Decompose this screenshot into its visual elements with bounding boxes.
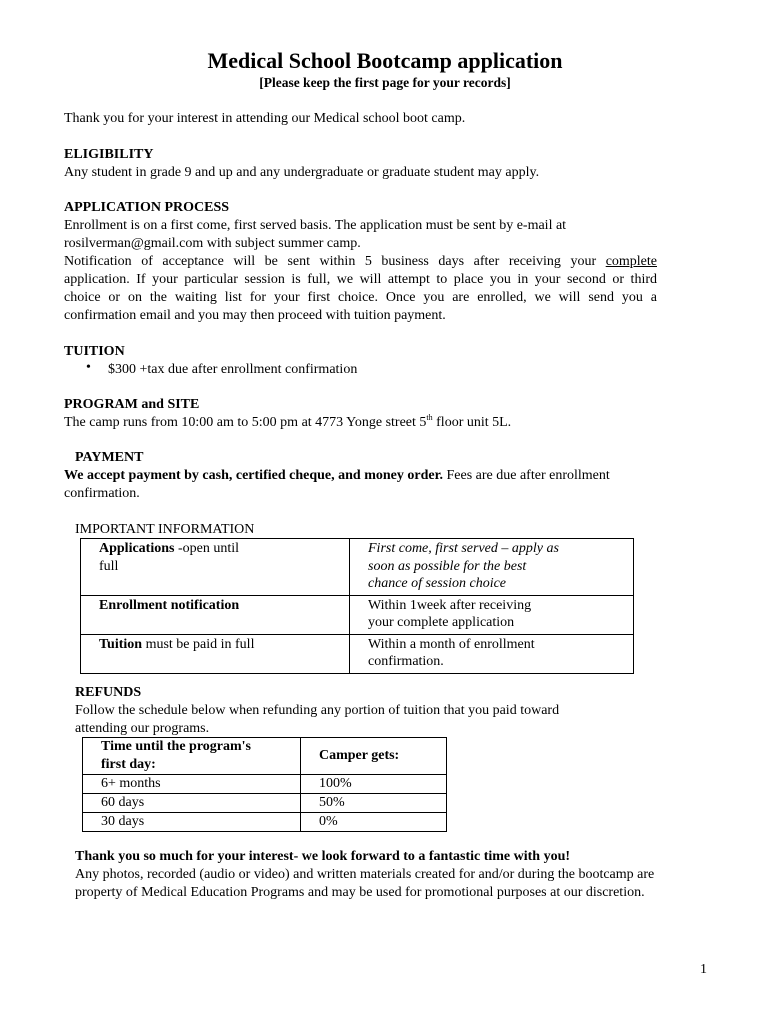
closing-line-1: Any photos, recorded (audio or video) and written materials created for and/or during the bootcamp are — [75, 867, 655, 882]
table-cell: 60 days — [83, 794, 301, 813]
table-header-cell: Camper gets: — [301, 738, 447, 775]
table-cell: 100% — [301, 775, 447, 794]
row-value: soon as possible for the best — [368, 558, 527, 574]
tuition-heading: TUITION — [64, 344, 125, 359]
payment-fees-note: Fees are due after enrollment — [443, 468, 610, 483]
application-process-heading: APPLICATION PROCESS — [64, 200, 230, 215]
column-header: first day: — [101, 757, 156, 772]
payment-text-line-2: confirmation. — [64, 486, 140, 501]
table-cell — [350, 595, 634, 634]
table-cell: 50% — [301, 794, 447, 813]
row-label-rest: must be paid in full — [142, 636, 255, 652]
table-row — [83, 794, 447, 813]
refunds-heading: REFUNDS — [75, 685, 142, 700]
table-cell: 0% — [301, 813, 447, 832]
tuition-item: $300 +tax due after enrollment confirmation — [108, 362, 358, 377]
intro-text: Thank you for your interest in attending our Medical school boot camp. — [64, 111, 466, 126]
table-cell — [81, 595, 350, 634]
row-label-rest-2: full — [99, 558, 119, 574]
payment-text — [64, 467, 610, 485]
table-cell — [81, 539, 350, 596]
row-label: Enrollment notification — [99, 597, 240, 613]
table-header-row — [83, 738, 447, 775]
page-number: 1 — [700, 962, 707, 977]
column-header: Time until the program's — [101, 739, 251, 754]
table-row — [81, 634, 634, 673]
refund-schedule-table — [82, 737, 447, 832]
row-value: Within a month of enrollment — [368, 636, 535, 652]
table-cell — [350, 539, 634, 596]
row-value: your complete application — [368, 615, 515, 630]
row-label-rest: -open until — [174, 541, 240, 556]
row-value: chance of session choice — [368, 576, 507, 591]
payment-methods: We accept payment by cash, certified cheque, and money order. — [64, 468, 443, 483]
table-cell — [350, 634, 634, 673]
program-text — [64, 414, 511, 432]
eligibility-heading: ELIGIBILITY — [64, 147, 154, 162]
notification-paragraph-line-a — [64, 253, 657, 271]
document-title: Medical School Bootcamp application — [207, 48, 563, 73]
payment-heading: PAYMENT — [75, 450, 144, 465]
row-value: confirmation. — [368, 654, 444, 669]
program-heading: PROGRAM and SITE — [64, 397, 200, 412]
row-label: Tuition — [99, 636, 143, 652]
application-process-line-1: Enrollment is on a first come, first served basis. The application must be sent by e-mail at — [64, 218, 567, 233]
table-cell: 30 days — [83, 813, 301, 832]
table-row — [81, 539, 634, 596]
row-label: Applications — [99, 541, 175, 556]
row-value: Within 1week after receiving — [368, 597, 532, 613]
table-cell — [81, 634, 350, 673]
complete-underlined-word: complete — [605, 254, 657, 269]
closing-line-2: property of Medical Education Programs and may be used for promotional purposes at our discretion. — [75, 885, 645, 900]
notification-paragraph-line-b: application. If your particular session is full, we will attempt to place you in your second or third — [64, 272, 657, 287]
application-process-line-2: rosilverman@gmail.com with subject summer camp. — [64, 236, 361, 251]
notification-text: Notification of acceptance will be sent within 5 business days after receiving your — [64, 254, 597, 269]
table-row — [81, 595, 634, 634]
program-text-end: floor unit 5L. — [432, 415, 512, 430]
important-information-table — [80, 538, 634, 674]
program-text-main: The camp runs from 10:00 am to 5:00 pm at 4773 Yonge street 5 — [64, 415, 427, 430]
table-header-cell — [83, 738, 301, 775]
refunds-text-line-2: attending our programs. — [75, 721, 210, 736]
notification-paragraph-line-c: choice or on the waiting list for your first choice. Once you are enrolled, we will send you a — [64, 290, 657, 305]
important-information-heading: IMPORTANT INFORMATION — [75, 522, 255, 537]
refunds-text-line-1: Follow the schedule below when refunding any portion of tuition that you paid toward — [75, 703, 560, 718]
tuition-bullet: • — [86, 360, 91, 375]
program-text-superscript: th — [426, 413, 433, 422]
table-row — [83, 813, 447, 832]
eligibility-text: Any student in grade 9 and up and any undergraduate or graduate student may apply. — [64, 165, 540, 180]
table-row — [83, 775, 447, 794]
notification-paragraph-line-d: confirmation email and you may then proceed with tuition payment. — [64, 308, 446, 323]
document-subtitle: [Please keep the first page for your records] — [259, 75, 511, 90]
row-value: First come, first served – apply as — [368, 541, 559, 556]
table-cell: 6+ months — [83, 775, 301, 794]
closing-thanks: Thank you so much for your interest- we look forward to a fantastic time with you! — [75, 849, 571, 864]
